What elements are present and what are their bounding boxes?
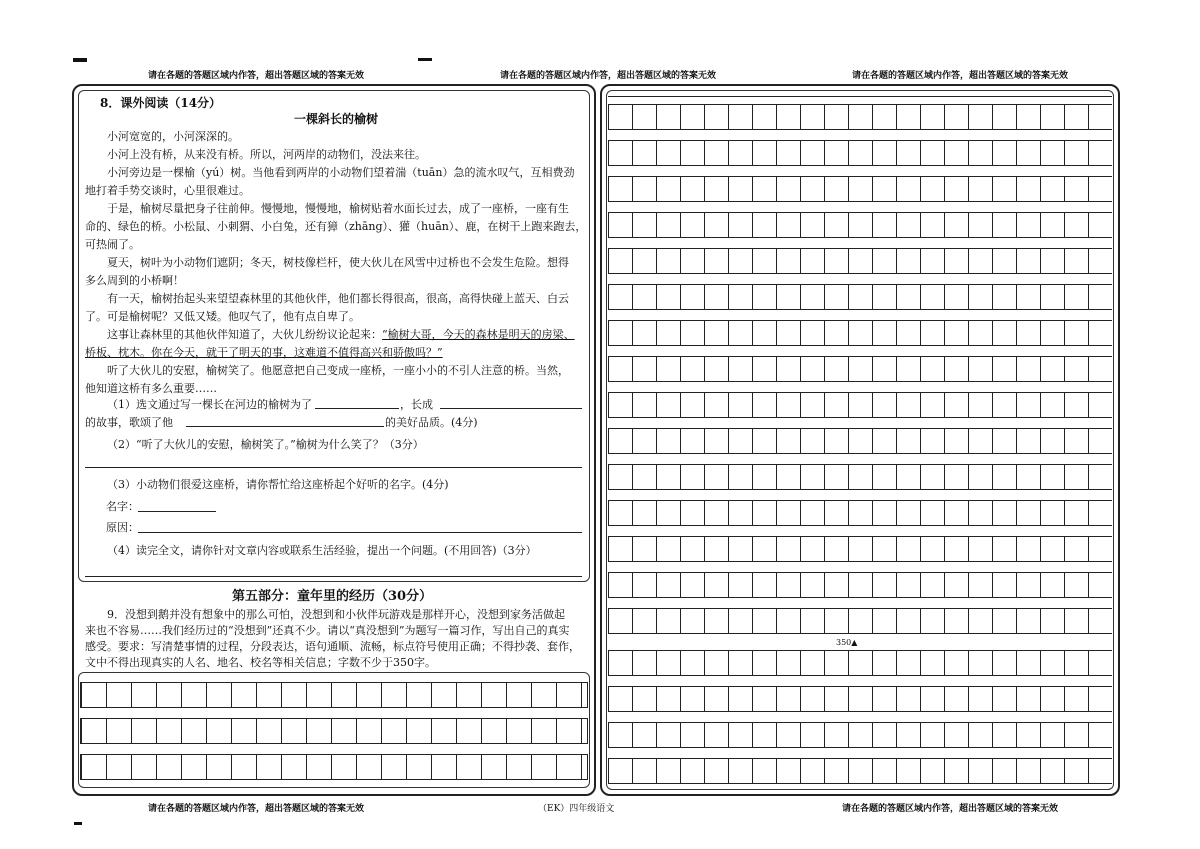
essay-grid-row[interactable] [608,320,1112,346]
reading-line: 了。可是榆树呢？又低又矮。他叹气了，他有点自卑了。 [85,310,360,323]
reading-line-underlined: 桥板、枕木。你在今天，就干了明天的事，这难道不值得高兴和骄傲吗？” [85,346,443,359]
answer-line-q4[interactable] [85,576,582,577]
essay-grid-row[interactable] [608,140,1112,166]
question-1-part-d: 的美好品质。(4分) [385,416,478,429]
essay-grid-row[interactable] [608,248,1112,274]
answer-blank-3[interactable] [186,426,384,427]
name-label: 名字： [106,500,139,513]
answer-blank-2[interactable] [440,408,582,409]
essay-grid-row[interactable] [608,176,1112,202]
essay-grid-row[interactable] [608,212,1112,238]
header-warning-right: 请在各题的答题区域内作答，超出答题区域的答案无效 [852,71,1069,81]
reading-line-plain: 这事让森林里的其他伙伴知道了，大伙儿纷纷议论起来： [107,328,382,341]
reading-line: 小河宽宽的，小河深深的。 [107,130,239,143]
reading-line-underlined: “榆树大哥，今天的森林是明天的房梁、 [382,328,575,341]
name-answer-line[interactable] [138,511,216,512]
essay-grid-row[interactable] [608,428,1112,454]
essay-grid-row[interactable] [608,392,1112,418]
question-1-part-c: 的故事，歌颂了他 [85,416,173,429]
essay-grid-row[interactable] [608,96,1112,97]
answer-blank-1[interactable] [315,408,399,409]
part5-heading: 第五部分：童年里的经历（30分） [232,589,433,604]
essay-grid-row[interactable] [608,536,1112,562]
reason-answer-line[interactable] [138,532,582,533]
essay-grid-row[interactable] [608,104,1112,130]
reading-line: 可热闹了。 [85,238,140,251]
reading-line: 命的、绿色的桥。小松鼠、小刺猬、小白兔，还有獐（zhāng）、獾（huān）、鹿，在树干上跑来跑去， [85,220,587,233]
question-1-part-b: ，长成 [400,398,433,411]
reading-line: 多么周到的小桥啊！ [85,274,184,287]
essay-grid-row[interactable] [608,722,1112,748]
footer-center-label: （EK）四年级语文 [538,804,615,814]
reading-line: 小河旁边是一棵榆（yú）树。当他看到两岸的小动物们望着湍（tuān）急的流水叹气，互相费劲 [107,166,575,179]
header-warning-left: 请在各题的答题区域内作答，超出答题区域的答案无效 [148,71,365,81]
reading-line: 他知道这桥有多么重要…… [85,382,217,395]
word-count-marker: 350▲ [836,638,858,647]
reading-line: 小河上没有桥，从来没有桥。所以，河两岸的动物们，没法来往。 [107,148,426,161]
reason-label: 原因： [106,521,139,534]
essay-grid-row[interactable] [80,682,588,708]
essay-prompt-line: 来也不容易……我们经历过的“没想到”还真不少。请以“真没想到”为题写一篇习作，写出自己的真实 [85,624,570,637]
essay-grid-row[interactable] [608,686,1112,712]
essay-grid-row[interactable] [80,754,588,780]
essay-grid-row[interactable] [608,356,1112,382]
question-1-part-a: （1）选文通过写一棵长在河边的榆树为了 [107,398,312,411]
question-3: （3）小动物们很爱这座桥，请你帮忙给这座桥起个好听的名字。(4分) [107,478,449,491]
reading-line: 于是，榆树尽量把身子往前伸。慢慢地，慢慢地，榆树贴着水面长过去，成了一座桥，一座有生 [107,202,569,215]
corner-mark [73,58,87,62]
reading-title: 一棵斜长的榆树 [294,112,379,126]
question-2: （2）“听了大伙儿的安慰，榆树笑了。”榆树为什么笑了？（3分） [107,438,424,451]
footer-warning-right: 请在各题的答题区域内作答，超出答题区域的答案无效 [842,804,1059,814]
footer-warning-left: 请在各题的答题区域内作答，超出答题区域的答案无效 [148,804,365,814]
essay-grid-row[interactable] [608,572,1112,598]
reading-line: 听了大伙儿的安慰，榆树笑了。他愿意把自己变成一座桥，一座小小的不引人注意的桥。当然， [107,364,569,377]
essay-prompt-line: 感受。要求：写清楚事情的过程，分段表达，语句通顺、流畅，标点符号使用正确；不得抄袭、套作， [85,640,580,653]
essay-grid-row[interactable] [608,650,1112,676]
reading-line: 地打着手势交谈时，心里很难过。 [85,184,250,197]
reading-line: 夏天，树叶为小动物们遮阴；冬天，树枝像栏杆，使大伙儿在风雪中过桥也不会发生危险。想得 [107,256,569,269]
essay-grid-row[interactable] [80,718,588,744]
corner-mark [418,58,432,61]
essay-prompt-line: 9．没想到鹅并没有想象中的那么可怕，没想到和小伙伴玩游戏是那样开心，没想到家务活做起 [107,608,565,621]
essay-prompt-line: 文中不得出现真实的人名、地名、校名等相关信息；字数不少于350字。 [85,656,436,669]
essay-grid-row[interactable] [608,500,1112,526]
essay-grid-row[interactable] [608,464,1112,490]
header-warning-center: 请在各题的答题区域内作答，超出答题区域的答案无效 [500,71,717,81]
answer-line-q2[interactable] [85,467,582,468]
reading-line: 有一天，榆树抬起头来望望森林里的其他伙伴，他们都长得很高，很高，高得快碰上蓝天、白云 [107,292,569,305]
corner-mark [74,822,82,825]
essay-grid-row[interactable] [608,608,1112,634]
essay-grid-row[interactable] [608,284,1112,310]
reading-heading: 8．课外阅读（14分） [100,96,222,110]
question-4: （4）读完全文，请你针对文章内容或联系生活经验，提出一个问题。(不用回答)（3分） [107,544,537,557]
reading-line [107,328,575,342]
essay-grid-row[interactable] [608,758,1112,784]
